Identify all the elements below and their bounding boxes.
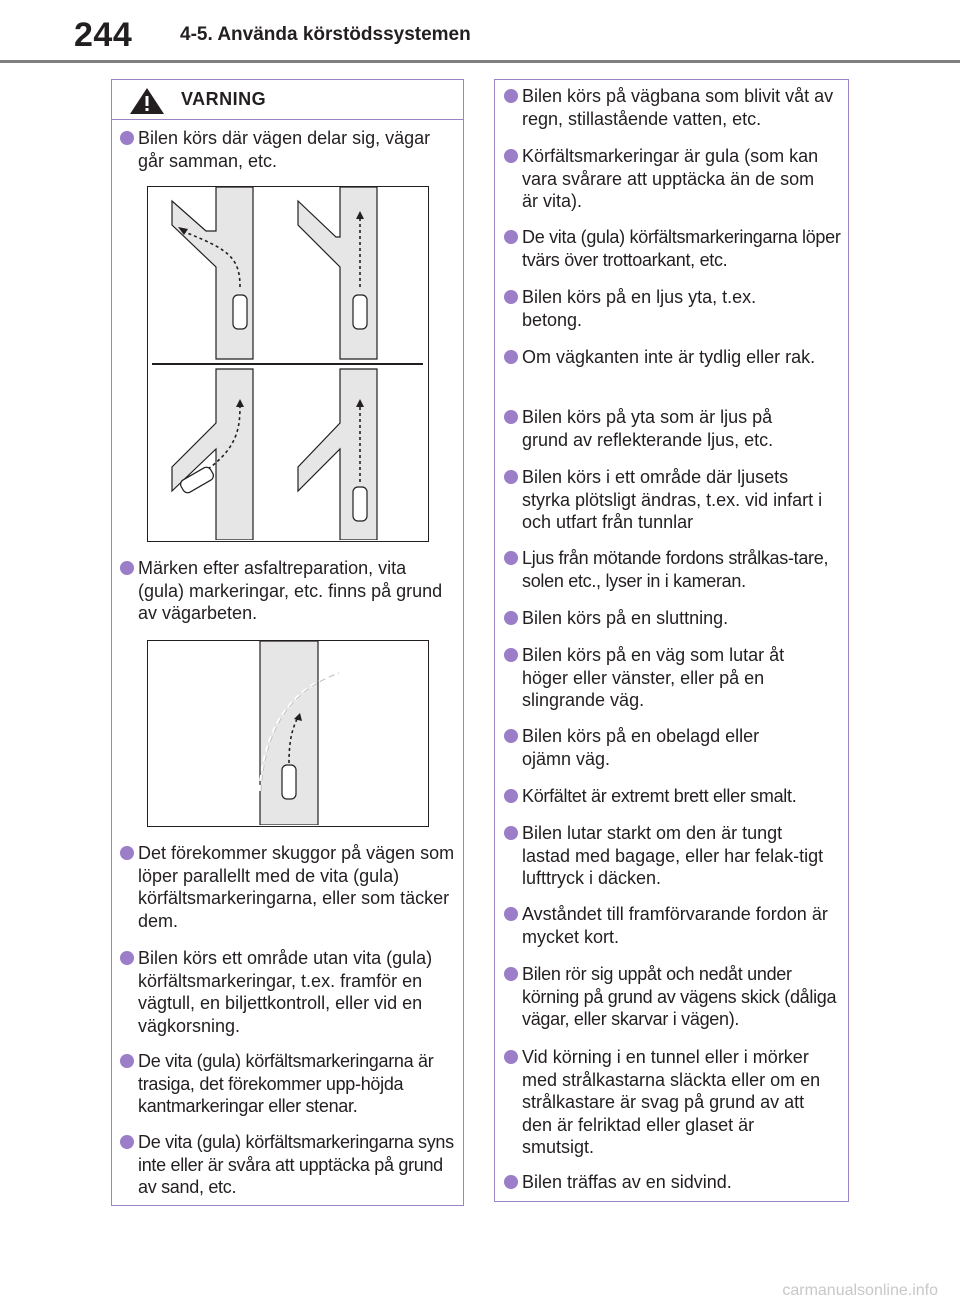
- list-item: Bilen körs på en ljus yta, t.ex. betong.: [504, 286, 804, 331]
- road-diagram: [148, 187, 427, 540]
- list-item: Bilen körs på en obelagd eller ojämn väg.: [504, 725, 804, 770]
- list-item: Ljus från mötande fordons strålkas-tare, solen etc., lyser in i kameran.: [504, 547, 844, 592]
- warning-title: VARNING: [181, 89, 267, 109]
- list-item: Bilen körs ett område utan vita (gula) körfältsmarkeringar, t.ex. framför en vägtull, en biljettkontroll, eller vid en vägkorsning.: [120, 947, 455, 1037]
- list-item: Bilen lutar starkt om den är tungt lastad med bagage, eller har felak-tigt lufttryck i däcken.: [504, 822, 834, 890]
- list-item: Bilen körs där vägen delar sig, vägar går samman, etc.: [120, 127, 450, 172]
- watermark: carmanualsonline.info: [782, 1282, 938, 1299]
- bullet-icon: [504, 907, 518, 921]
- page-number: 244: [74, 16, 133, 54]
- section-title: 4-5. Använda körstödssystemen: [180, 24, 471, 45]
- bullet-icon: [120, 1135, 134, 1149]
- bullet-icon: [504, 611, 518, 625]
- bullet-icon: [504, 826, 518, 840]
- bullet-icon: [504, 1175, 518, 1189]
- list-item: Bilen körs på vägbana som blivit våt av regn, stillastående vatten, etc.: [504, 85, 834, 130]
- list-item: De vita (gula) körfältsmarkeringarna löper tvärs över trottoarkant, etc.: [504, 226, 844, 271]
- bullet-icon: [504, 470, 518, 484]
- bullet-icon: [504, 410, 518, 424]
- bullet-icon: [504, 89, 518, 103]
- list-item: Det förekommer skuggor på vägen som löper parallellt med de vita (gula) körfältsmarkeringarna, eller som täcker dem.: [120, 842, 455, 932]
- list-item: Bilen körs i ett område där ljusets styrka plötsligt ändras, t.ex. vid infart i och utfart från tunnlar: [504, 466, 834, 534]
- road-split-merge-illustration: [147, 186, 429, 542]
- bullet-icon: [504, 230, 518, 244]
- list-item: Bilen körs på en sluttning.: [504, 607, 834, 630]
- bullet-icon: [120, 561, 134, 575]
- header-rule: [0, 60, 960, 63]
- bullet-icon: [504, 551, 518, 565]
- list-item: Bilen körs på en väg som lutar åt höger eller vänster, eller på en slingrande väg.: [504, 644, 834, 712]
- warning-triangle-icon: [128, 86, 166, 116]
- list-item: Körfältsmarkeringar är gula (som kan vara svårare att upptäcka än de som är vita).: [504, 145, 834, 213]
- list-item: Vid körning i en tunnel eller i mörker med strålkastarna släckta eller om en strålkastare är svag på grund av att den är felriktad eller glaset är smutsigt.: [504, 1046, 829, 1159]
- list-item: Bilen träffas av en sidvind.: [504, 1171, 834, 1194]
- bullet-icon: [504, 967, 518, 981]
- list-item: Avståndet till framförvarande fordon är mycket kort.: [504, 903, 834, 948]
- list-item: Bilen körs på yta som är ljus på grund av reflekterande ljus, etc.: [504, 406, 814, 451]
- bullet-icon: [120, 131, 134, 145]
- list-item: Bilen rör sig uppåt och nedåt under körning på grund av vägens skick (dåliga vägar, eller skarvar i vägen).: [504, 963, 846, 1031]
- bullet-icon: [504, 350, 518, 364]
- road-repair-diagram: [148, 641, 427, 825]
- conditions-box: [494, 79, 849, 1202]
- bullet-icon: [120, 951, 134, 965]
- list-item: De vita (gula) körfältsmarkeringarna är trasiga, det förekommer upp-höjda kantmarkeringar eller stenar.: [120, 1050, 460, 1118]
- bullet-icon: [504, 729, 518, 743]
- bullet-icon: [504, 648, 518, 662]
- page-header: [0, 0, 960, 72]
- bullet-icon: [120, 1054, 134, 1068]
- warning-header: [112, 80, 463, 120]
- bullet-icon: [504, 149, 518, 163]
- list-item: Körfältet är extremt brett eller smalt.: [504, 785, 844, 808]
- bullet-icon: [120, 846, 134, 860]
- warning-box: [111, 79, 464, 1206]
- list-item: Om vägkanten inte är tydlig eller rak.: [504, 346, 824, 369]
- bullet-icon: [504, 1050, 518, 1064]
- list-item: Märken efter asfaltreparation, vita (gula) markeringar, etc. finns på grund av vägarbeten.: [120, 557, 450, 625]
- road-repair-marks-illustration: [147, 640, 429, 827]
- bullet-icon: [504, 290, 518, 304]
- bullet-icon: [504, 789, 518, 803]
- list-item: De vita (gula) körfältsmarkeringarna syns inte eller är svåra att upptäcka på grund av sand, etc.: [120, 1131, 460, 1199]
